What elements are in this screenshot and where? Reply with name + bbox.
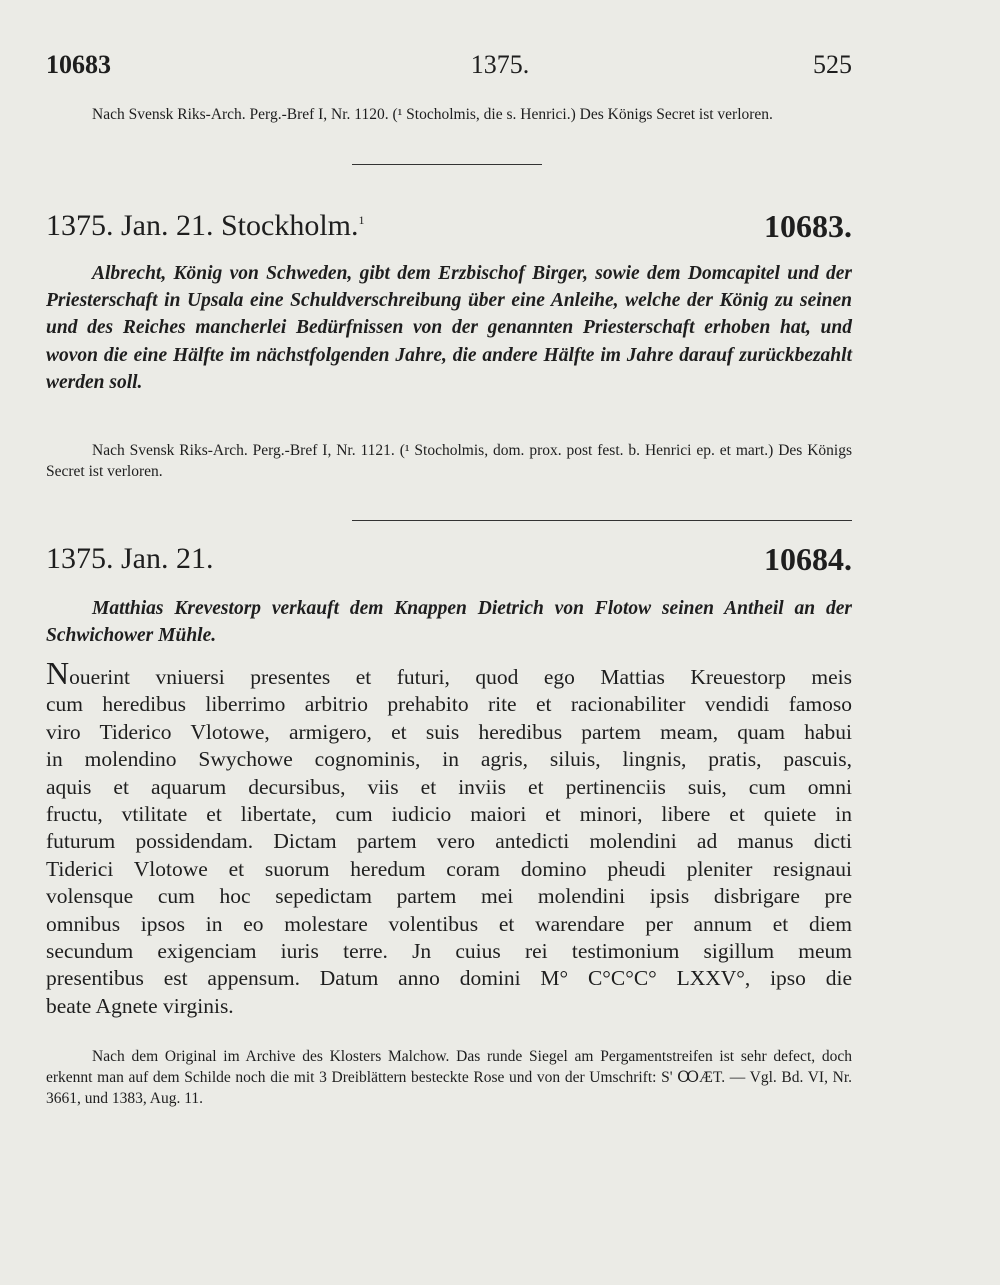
running-head-year: 1375. <box>470 50 530 79</box>
separator-rule <box>352 520 852 521</box>
body-line: in molendino Swychowe cognominis, in agris, siluis, lingnis, pratis, pascuis, <box>46 747 852 772</box>
body-line: cum heredibus liberrimo arbitrio prehabito rite et racionabiliter vendidi famoso <box>46 692 852 717</box>
body-line: fructu, vtilitate et libertate, cum iudicio maiori et minori, libere et quiete in <box>46 802 852 827</box>
drop-cap: N <box>46 655 70 691</box>
entry-10684-source-note: Nach dem Original im Archive des Klosters Malchow. Das runde Siegel am Pergamentstreifen ist sehr defect, doch erkennt man auf dem Schilde noch die mit 3 Dreiblättern besteckte Rose und von der Umschrift: S' ꝎÆT. — Vgl. Bd. VI, Nr. 3661, und 1383, Aug. 11. <box>46 1048 852 1107</box>
body-line: presentibus est appensum. Datum anno domini M° C°C°C° LXXV°, ipso die <box>46 966 852 991</box>
body-line: Nouerint vniuersi presentes et futuri, quod ego Mattias Kreuestorp meis <box>46 655 852 691</box>
body-line: futurum possidendam. Dictam partem vero antedicti molendini ad manus dicti <box>46 829 852 854</box>
entry-10683-number: 10683. <box>764 208 852 244</box>
body-line: secundum exigenciam iuris terre. Jn cuius rei testimonium sigillum meum <box>46 939 852 964</box>
separator-rule <box>352 164 542 165</box>
body-line: viro Tiderico Vlotowe, armigero, et suis heredibus partem meam, quam habui <box>46 719 852 744</box>
entry-10683-summary: Albrecht, König von Schweden, gibt dem Erzbischof Birger, sowie dem Domcapitel und der Priesterschaft in Upsala eine Schuldverschreibung über eine Anleihe, welche der König zu seinen und des Reiches mancherlei Bedürfnissen von der genannten Priesterschaft erhoben hat, und wovon die eine Hälfte im nächstfolgenden Jahre, die andere Hälfte im Jahre darauf zurückbezahlt werden soll. <box>46 263 852 393</box>
page-number: 525 <box>813 50 852 79</box>
entry-10684-heading <box>46 541 852 577</box>
entry-10683-date: 1375. Jan. 21. Stockholm. <box>46 209 359 242</box>
body-line: Tiderici Vlotowe et suorum heredum coram domino pheudi pleniter resignaui <box>46 856 852 881</box>
entry-10684-date: 1375. Jan. 21. <box>46 542 214 575</box>
entry-10684-body <box>46 655 852 1020</box>
footnote-mark: 1 <box>358 213 365 227</box>
entry-10684-number: 10684. <box>764 541 852 577</box>
entry-10684-summary: Matthias Krevestorp verkauft dem Knappen Dietrich von Flotow seinen Antheil an der Schwichower Mühle. <box>46 598 852 647</box>
entry-10683-heading <box>46 208 852 244</box>
entry-10683-source-note: Nach Svensk Riks-Arch. Perg.-Bref I, Nr. 1121. (¹ Stocholmis, dom. prox. post fest. b. Henrici ep. et mart.) Des Königs Secret ist verloren. <box>46 442 852 480</box>
prev-entry-source-note: Nach Svensk Riks-Arch. Perg.-Bref I, Nr. 1120. (¹ Stocholmis, die s. Henrici.) Des Königs Secret ist verloren. <box>92 106 773 123</box>
body-line: omnibus ipsos in eo molestare volentibus et warendare per annum et diem <box>46 911 852 936</box>
body-line: volensque cum hoc sepedictam partem mei molendini ipsis disbrigare pre <box>46 884 852 909</box>
body-line: aquis et aquarum decursibus, viis et inviis et pertinenciis suis, cum omni <box>46 774 852 799</box>
body-line: beate Agnete virginis. <box>46 993 234 1018</box>
running-head-document-number: 10683 <box>46 50 111 79</box>
